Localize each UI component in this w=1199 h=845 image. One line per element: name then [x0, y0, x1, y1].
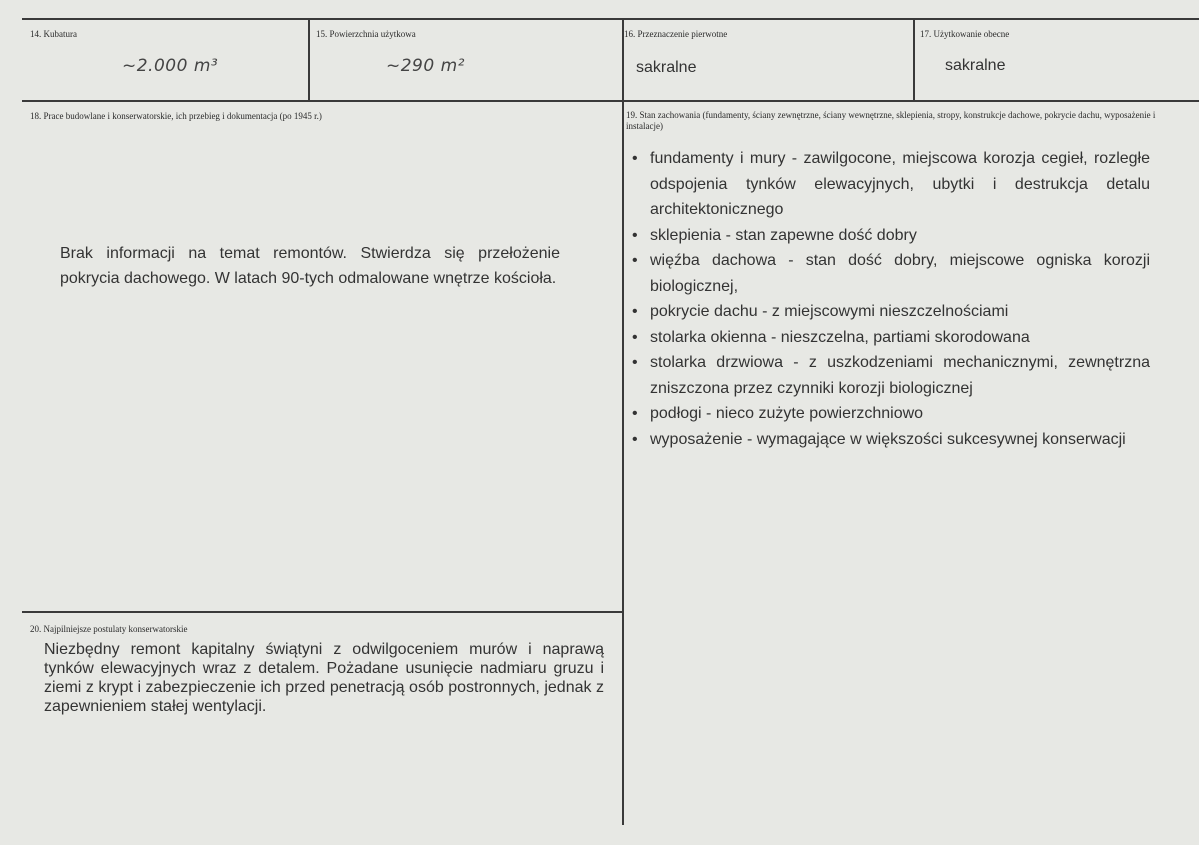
- row-rule: [22, 100, 1199, 102]
- divider-14-15: [308, 19, 310, 101]
- list-item: • stolarka okienna - nieszczelna, partiami skorodowana: [630, 325, 1150, 351]
- list-item: • więźba dachowa - stan dość dobry, miejscowe ogniska korozji biologicznej,: [630, 248, 1150, 299]
- field-20-value: Niezbędny remont kapitalny świątyni z odwilgoceniem murów i naprawą tynków elewacyjnych wraz z detalem. Pożadane usunięcie nadmiaru gruzu i ziemi z krypt i zabezpieczenie ich przed penetracją osób postronnych, jednak z zapewnieniem stałej wentylacji.: [44, 641, 604, 715]
- list-item: • sklepienia - stan zapewne dość dobry: [630, 223, 1150, 249]
- field-14-value: ~2.000 m³: [122, 56, 219, 76]
- divider-16-17: [913, 19, 915, 101]
- field-17-label: 17. Użytkowanie obecne: [920, 29, 1010, 39]
- divider-main: [622, 19, 624, 825]
- field-14-label: 14. Kubatura: [30, 29, 77, 39]
- rule-18-20: [22, 611, 623, 613]
- top-rule: [22, 18, 1199, 20]
- list-item: • podłogi - nieco zużyte powierzchniowo: [630, 401, 1150, 427]
- field-18-value: Brak informacji na temat remontów. Stwierdza się przełożenie pokrycia dachowego. W latach 90-tych odmalowane wnętrze kościoła.: [60, 245, 560, 287]
- field-15-label: 15. Powierzchnia użytkowa: [316, 29, 416, 39]
- field-15-value: ~290 m²: [386, 56, 465, 76]
- list-item: • pokrycie dachu - z miejscowymi nieszczelnościami: [630, 299, 1150, 325]
- list-item: • wyposażenie - wymagające w większości sukcesywnej konserwacji: [630, 427, 1150, 453]
- field-20-label: 20. Najpilniejsze postulaty konserwatorskie: [30, 624, 188, 634]
- field-19-list: [630, 146, 1150, 452]
- field-18-label: 18. Prace budowlane i konserwatorskie, ich przebieg i dokumentacja (po 1945 r.): [30, 111, 322, 121]
- field-17-value: sakralne: [945, 57, 1006, 74]
- field-19-label: 19. Stan zachowania (fundamenty, ściany zewnętrzne, ściany wewnętrzne, sklepienia, stropy, konstrukcje dachowe, pokrycie dachu, wyposażenie i instalacje): [626, 110, 1156, 131]
- list-item: • stolarka drzwiowa - z uszkodzeniami mechanicznymi, zewnętrzna zniszczona przez czynniki korozji biologicznej: [630, 350, 1150, 401]
- field-16-label: 16. Przeznaczenie pierwotne: [624, 29, 728, 39]
- field-16-value: sakralne: [636, 59, 697, 76]
- list-item: • fundamenty i mury - zawilgocone, miejscowa korozja cegieł, rozległe odspojenia tynków elewacyjnych, ubytki i destrukcja detalu architektonicznego: [630, 146, 1150, 223]
